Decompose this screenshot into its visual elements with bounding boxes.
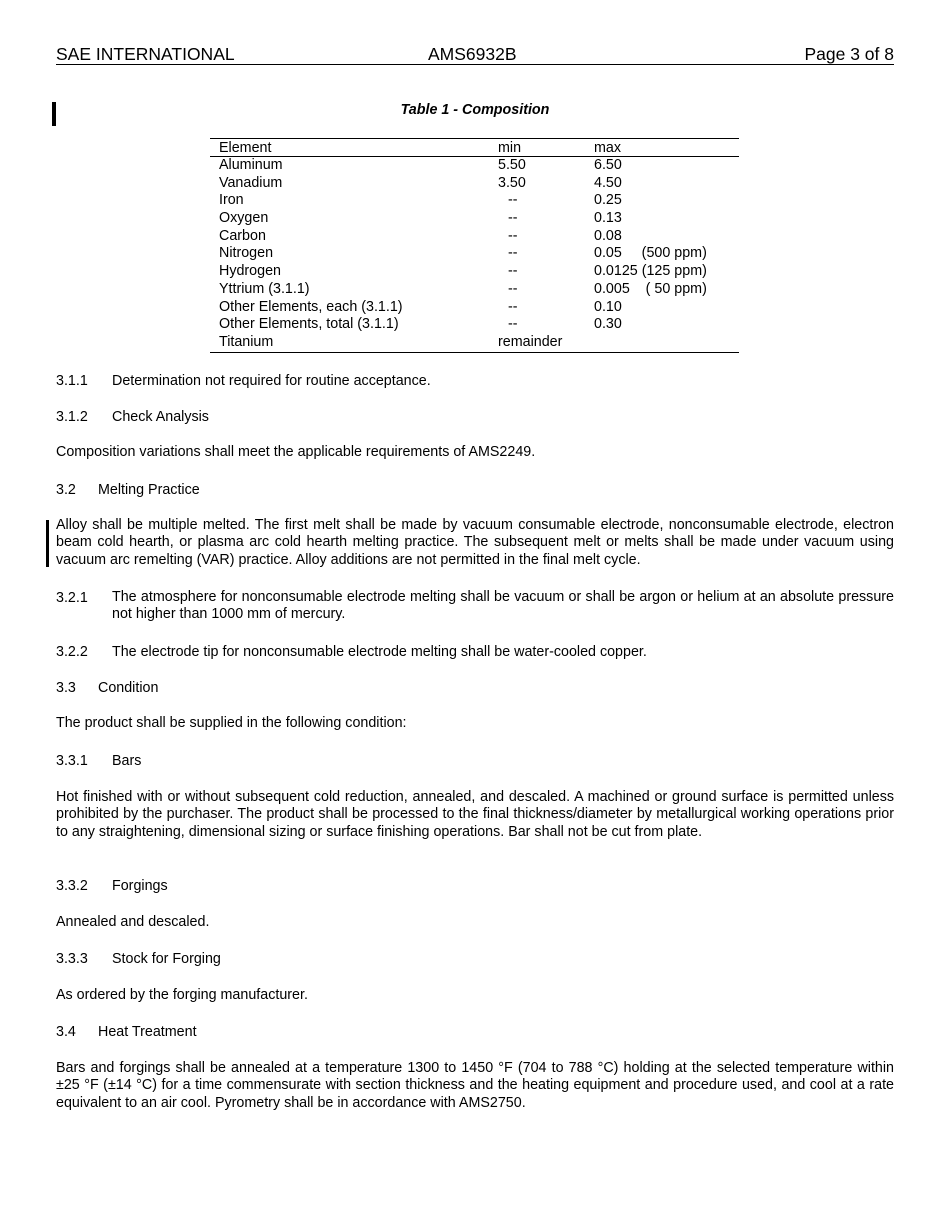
element-cell: Titanium — [219, 333, 274, 350]
section-number: 3.3 — [56, 680, 76, 696]
table-row — [210, 281, 739, 299]
max-cell: 4.50 — [594, 174, 622, 191]
column-header-max: max — [594, 140, 622, 156]
section-number: 3.3.1 — [56, 753, 88, 769]
section-3-2-2 — [56, 643, 894, 661]
column-header-min: min — [498, 140, 522, 156]
section-number: 3.1.1 — [56, 373, 88, 389]
max-cell: 0.30 — [594, 316, 622, 333]
element-cell: Aluminum — [219, 157, 283, 173]
section-number: 3.3.2 — [56, 878, 88, 894]
revision-change-bar — [46, 520, 49, 567]
section-3-1-2-heading — [56, 408, 894, 426]
section-3-1-1 — [56, 372, 894, 390]
min-cell: -- — [508, 245, 518, 262]
min-cell: -- — [508, 316, 518, 333]
section-title: Heat Treatment — [98, 1024, 197, 1040]
page-header — [56, 44, 894, 65]
table-row — [210, 192, 739, 210]
table-row — [210, 316, 739, 334]
min-cell: -- — [508, 227, 518, 244]
section-3-3-heading — [56, 679, 158, 697]
section-title: Stock for Forging — [112, 951, 221, 967]
element-cell: Hydrogen — [219, 263, 281, 280]
section-title: Bars — [112, 753, 142, 769]
max-cell: 0.10 — [594, 298, 622, 315]
paragraph-heat-treatment: Bars and forgings shall be annealed at a temperature 1300 to 1450 °F (704 to 788 °C) holding at the selected temperature within ±25 °F (±14 °C) for a time commensurate with section thickness and the heating equipment and procedure used, and cool at a rate equivalent to an air cool. Pyrometry shall be in accordance with AMS2750. — [56, 1060, 894, 1111]
composition-table — [210, 138, 739, 353]
max-cell: 0.25 — [594, 192, 622, 209]
min-cell: 5.50 — [498, 157, 526, 173]
header-document-id: AMS6932B — [428, 44, 517, 64]
min-cell: -- — [508, 298, 518, 315]
element-cell: Vanadium — [219, 174, 283, 191]
header-organization: SAE INTERNATIONAL — [56, 44, 235, 64]
section-number: 3.4 — [56, 1024, 76, 1040]
element-cell: Other Elements, each (3.1.1) — [219, 298, 403, 315]
element-cell: Other Elements, total (3.1.1) — [219, 316, 399, 333]
section-title: Condition — [98, 680, 159, 696]
section-number: 3.1.2 — [56, 409, 88, 425]
table-row — [210, 157, 739, 175]
element-cell: Yttrium (3.1.1) — [219, 280, 310, 297]
section-3-3-2-heading — [56, 877, 894, 895]
min-cell: -- — [508, 192, 518, 209]
table-row — [210, 175, 739, 193]
max-cell: 6.50 — [594, 157, 622, 173]
element-cell: Nitrogen — [219, 245, 274, 262]
section-number: 3.3.3 — [56, 951, 88, 967]
paragraph-check-analysis: Composition variations shall meet the applicable requirements of AMS2249. — [56, 444, 536, 460]
section-number: 3.2 — [56, 482, 76, 498]
max-cell: 0.0125 (125 ppm) — [594, 263, 707, 280]
section-3-2-heading — [56, 481, 200, 499]
paragraph-melting-practice: Alloy shall be multiple melted. The first melt shall be made by vacuum consumable electrode, nonconsumable electrode, electron beam cold hearth, or plasma arc cold hearth melting practice. The subsequent melt or melts shall be made under vacuum using vacuum arc remelting (VAR) practice. Alloy additions are not permitted in the final melt cycle. — [56, 517, 894, 568]
min-cell: -- — [508, 263, 518, 280]
section-number: 3.2.1 — [56, 590, 88, 606]
table-row — [210, 299, 739, 317]
min-cell: -- — [508, 210, 518, 227]
section-title: Check Analysis — [112, 409, 209, 425]
paragraph-condition: The product shall be supplied in the following condition: — [56, 715, 407, 731]
paragraph-bars: Hot finished with or without subsequent cold reduction, annealed, and descaled. A machined or ground surface is permitted unless prohibited by the purchaser. The product shall be processed to the final thickness/diameter by metallurgical working operations prior to any straightening, dimensional sizing or surface finishing operations. Bar shall not be cut from plate. — [56, 789, 894, 840]
paragraph-forgings: Annealed and descaled. — [56, 914, 210, 930]
column-header-element: Element — [219, 140, 272, 156]
element-cell: Carbon — [219, 227, 266, 244]
element-cell: Iron — [219, 192, 244, 209]
section-text: The atmosphere for nonconsumable electrode melting shall be vacuum or shall be argon or helium at an absolute pressure not higher than 1000 mm of mercury. — [112, 589, 894, 623]
paragraph-stock-for-forging: As ordered by the forging manufacturer. — [56, 987, 308, 1003]
element-cell: Oxygen — [219, 210, 269, 227]
table-row — [210, 334, 739, 352]
section-3-3-1-heading — [56, 752, 894, 770]
section-3-2-1 — [56, 589, 894, 625]
min-cell: 3.50 — [498, 174, 526, 191]
table-row — [210, 210, 739, 228]
section-text: The electrode tip for nonconsumable electrode melting shall be water-cooled copper. — [112, 644, 647, 660]
max-cell: 0.08 — [594, 227, 622, 244]
table-header-row — [210, 139, 739, 157]
section-title: Melting Practice — [98, 482, 200, 498]
max-cell: 0.05 (500 ppm) — [594, 245, 707, 262]
table-row — [210, 245, 739, 263]
min-cell: remainder — [498, 333, 563, 350]
section-number: 3.2.2 — [56, 644, 88, 660]
header-page-number: Page 3 of 8 — [804, 44, 894, 64]
table-row — [210, 228, 739, 246]
section-3-3-3-heading — [56, 950, 894, 968]
max-cell: 0.005 ( 50 ppm) — [594, 280, 707, 297]
section-3-4-heading — [56, 1023, 197, 1041]
table-row — [210, 263, 739, 281]
section-title: Forgings — [112, 878, 168, 894]
max-cell: 0.13 — [594, 210, 622, 227]
min-cell: -- — [508, 280, 518, 297]
section-text: Determination not required for routine acceptance. — [112, 373, 431, 389]
table-title: Table 1 - Composition — [400, 102, 550, 118]
